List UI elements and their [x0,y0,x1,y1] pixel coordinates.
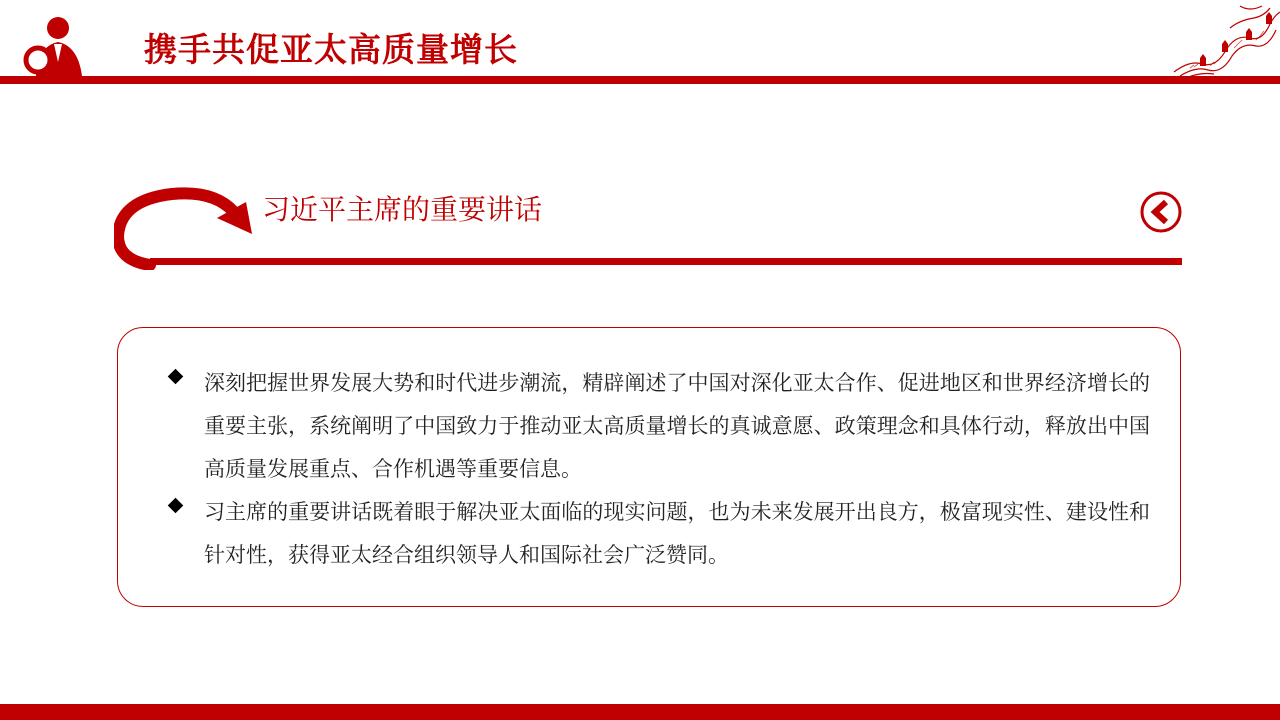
footer-bar [0,704,1280,720]
bullet-text: 深刻把握世界发展大势和时代进步潮流，精辟阐述了中国对深化亚太合作、促进地区和世界经济增长的重要主张，系统阐明了中国致力于推动亚太高质量增长的真诚意愿、政策理念和具体行动，释放出中国高质量发展重点、合作机遇等重要信息。 [204,371,1150,481]
bullet-list [170,362,1150,577]
diamond-bullet-icon [168,498,184,514]
chevron-left-icon[interactable] [1138,189,1184,235]
section-title: 习近平主席的重要讲话 [262,193,543,226]
section-divider [150,258,1182,265]
list-item [170,362,1150,491]
diamond-bullet-icon [168,369,184,385]
page-title: 携手共促亚太高质量增长 [144,30,518,69]
header-divider [0,76,1280,84]
bullet-text: 习主席的重要讲话既着眼于解决亚太面临的现实问题，也为未来发展开出良方，极富现实性、建设性和针对性，获得亚太经合组织领导人和国际社会广泛赞同。 [204,500,1150,567]
great-wall-icon [1170,2,1280,78]
list-item [170,491,1150,577]
